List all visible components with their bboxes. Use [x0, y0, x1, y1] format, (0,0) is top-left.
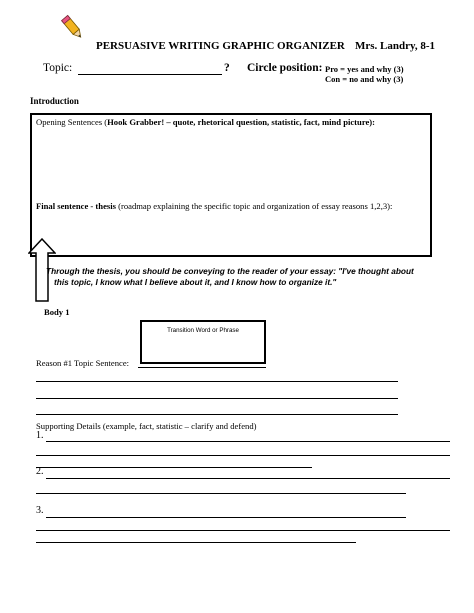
thesis-note-line2: this topic, I know what I believe about it, and I know how to organize it." [54, 277, 337, 287]
detail-number-3: 3. [36, 505, 44, 516]
page-title: PERSUASIVE WRITING GRAPHIC ORGANIZER [96, 40, 345, 52]
topic-question-mark: ? [224, 62, 230, 74]
detail-line[interactable] [46, 441, 450, 442]
reason-topic-sentence-label: Reason #1 Topic Sentence: [36, 358, 130, 368]
hook-grabber-text: Hook Grabber! – quote, rhetorical question, statistic, fact, mind picture): [107, 117, 376, 127]
detail-line[interactable] [36, 530, 450, 531]
introduction-label: Introduction [30, 96, 79, 106]
detail-line[interactable] [36, 542, 356, 543]
teacher-name: Mrs. Landry, 8-1 [355, 40, 436, 52]
introduction-box[interactable] [30, 113, 432, 257]
final-sentence-description: (roadmap explaining the specific topic and organization of essay reasons 1,2,3): [115, 201, 393, 211]
detail-line[interactable] [36, 467, 312, 468]
pencil-icon [60, 14, 86, 42]
detail-line[interactable] [36, 493, 406, 494]
topic-blank-line[interactable] [78, 74, 222, 75]
topic-label: Topic: [43, 62, 73, 74]
reason-line[interactable] [138, 367, 266, 368]
reason-line[interactable] [36, 398, 398, 399]
detail-number-2: 2. [36, 466, 44, 477]
detail-line[interactable] [46, 478, 450, 479]
con-option[interactable]: Con = no and why (3) [325, 74, 404, 84]
transition-label: Transition Word or Phrase [167, 327, 239, 334]
thesis-note [46, 266, 466, 288]
opening-prefix: Opening Sentences ( [36, 117, 108, 127]
detail-line[interactable] [36, 455, 450, 456]
pro-option[interactable]: Pro = yes and why (3) [325, 64, 404, 74]
circle-position-label: Circle position: [247, 62, 323, 74]
body1-label: Body 1 [44, 307, 70, 317]
reason-line[interactable] [36, 414, 398, 415]
final-sentence-label: Final sentence - thesis [36, 201, 116, 211]
reason-line[interactable] [36, 381, 398, 382]
final-sentence-prompt [36, 201, 428, 211]
detail-line[interactable] [46, 517, 406, 518]
detail-number-1: 1. [36, 430, 44, 441]
opening-sentences-prompt [36, 117, 428, 127]
thesis-note-line1: Through the thesis, you should be conveying to the reader of your essay: "I've thought about [46, 266, 414, 276]
supporting-details-label: Supporting Details (example, fact, statistic – clarify and defend) [36, 421, 257, 431]
